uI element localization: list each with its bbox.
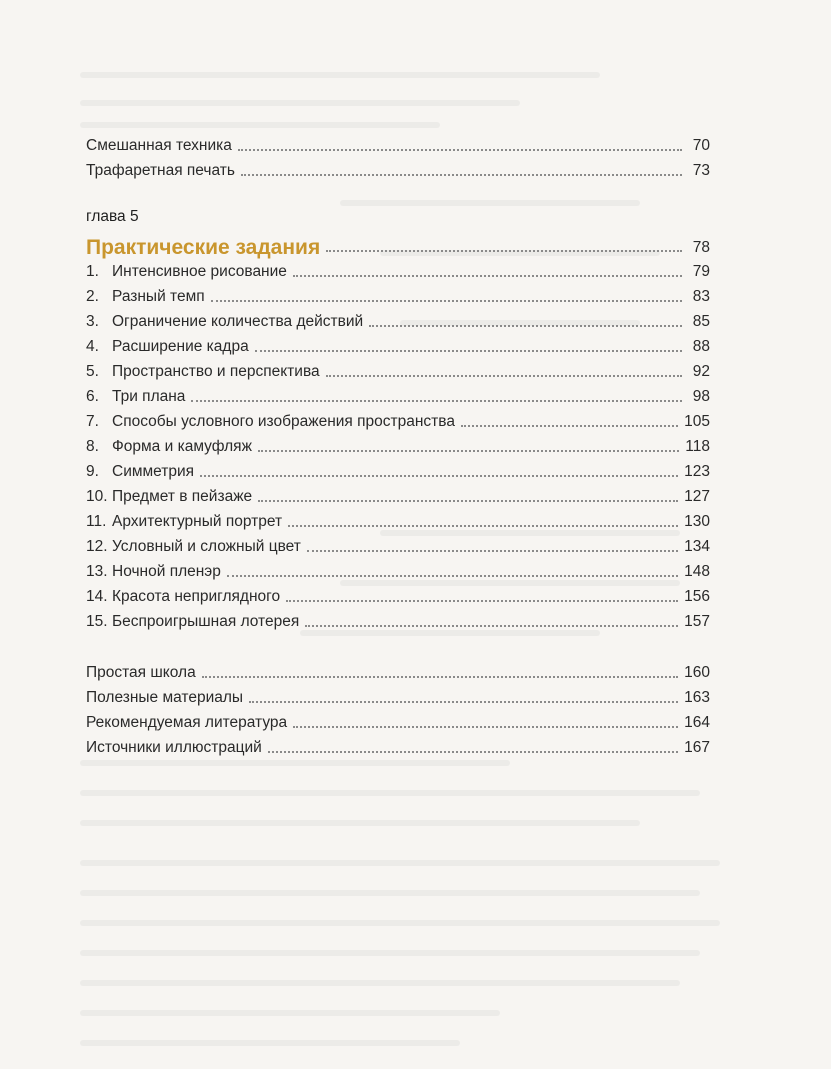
- task-page: 127: [684, 488, 710, 505]
- task-page: 130: [684, 513, 710, 530]
- appendix-entry[interactable]: [86, 684, 710, 708]
- task-page: 85: [692, 313, 710, 330]
- task-entry[interactable]: [86, 258, 710, 282]
- task-entry[interactable]: [86, 508, 710, 532]
- dot-leader: [255, 350, 682, 352]
- appendix-page: 164: [684, 714, 710, 731]
- toc-entry[interactable]: [86, 132, 710, 156]
- dot-leader: [369, 325, 682, 327]
- task-page: 157: [684, 613, 710, 630]
- toc-entry-title: Трафаретная печать: [86, 162, 235, 179]
- dot-leader: [307, 550, 678, 552]
- task-entry[interactable]: [86, 433, 710, 457]
- task-entry[interactable]: [86, 408, 710, 432]
- task-title: Три плана: [112, 388, 186, 405]
- appendix-title: Рекомендуемая литература: [86, 714, 288, 731]
- task-title: Расширение кадра: [112, 338, 249, 355]
- task-number: 4.: [86, 338, 99, 355]
- show-through-line: [80, 890, 700, 896]
- show-through-line: [80, 1010, 500, 1016]
- task-page: 156: [684, 588, 710, 605]
- dot-leader: [305, 625, 678, 627]
- task-page: 98: [692, 388, 710, 405]
- dot-leader: [258, 450, 679, 452]
- appendix-page: 160: [684, 664, 710, 681]
- dot-leader: [191, 400, 682, 402]
- appendix-title: Источники иллюстраций: [86, 739, 262, 756]
- dot-leader: [202, 676, 678, 678]
- show-through-line: [340, 200, 640, 206]
- task-entry[interactable]: [86, 383, 710, 407]
- dot-leader: [293, 726, 678, 728]
- task-title: Архитектурный портрет: [112, 513, 283, 530]
- task-page: 83: [692, 288, 710, 305]
- dot-leader: [258, 500, 678, 502]
- task-number: 1.: [86, 263, 99, 280]
- appendix-page: 163: [684, 689, 710, 706]
- task-page: 88: [692, 338, 710, 355]
- dot-leader: [326, 375, 682, 377]
- appendix-title: Простая школа: [86, 664, 196, 681]
- dot-leader: [200, 475, 678, 477]
- dot-leader: [238, 149, 682, 151]
- task-page: 79: [692, 263, 710, 280]
- task-entry[interactable]: [86, 458, 710, 482]
- show-through-line: [80, 820, 640, 826]
- task-entry[interactable]: [86, 283, 710, 307]
- show-through-line: [80, 920, 720, 926]
- task-title: Условный и сложный цвет: [112, 538, 301, 555]
- dot-leader: [286, 600, 678, 602]
- appendix-page: 167: [684, 739, 710, 756]
- task-title: Ночной пленэр: [112, 563, 221, 580]
- task-title: Форма и камуфляж: [112, 438, 252, 455]
- task-entry[interactable]: [86, 308, 710, 332]
- task-title: Предмет в пейзаже: [112, 488, 253, 505]
- task-entry[interactable]: [86, 333, 710, 357]
- show-through-line: [80, 950, 700, 956]
- dot-leader: [211, 300, 682, 302]
- task-title: Пространство и перспектива: [112, 363, 320, 380]
- appendix-entry[interactable]: [86, 709, 710, 733]
- task-entry[interactable]: [86, 358, 710, 382]
- task-number: 5.: [86, 363, 99, 380]
- show-through-line: [80, 860, 720, 866]
- task-number: 10.: [86, 488, 108, 505]
- task-page: 134: [684, 538, 710, 555]
- dot-leader: [288, 525, 678, 527]
- task-entry[interactable]: [86, 558, 710, 582]
- appendix-entry[interactable]: [86, 734, 710, 758]
- chapter-title: Практические задания: [86, 236, 321, 259]
- show-through-line: [80, 100, 520, 106]
- dot-leader: [249, 701, 678, 703]
- task-page: 123: [684, 463, 710, 480]
- task-page: 148: [684, 563, 710, 580]
- dot-leader: [461, 425, 678, 427]
- task-number: 14.: [86, 588, 108, 605]
- dot-leader: [293, 275, 682, 277]
- toc-entry-page: 70: [692, 137, 710, 154]
- task-entry[interactable]: [86, 583, 710, 607]
- task-title: Беспроигрышная лотерея: [112, 613, 300, 630]
- task-title: Способы условного изображения пространства: [112, 413, 455, 430]
- task-number: 8.: [86, 438, 99, 455]
- toc-entry[interactable]: [86, 157, 710, 181]
- task-title: Симметрия: [112, 463, 195, 480]
- task-number: 2.: [86, 288, 99, 305]
- dot-leader: [227, 575, 678, 577]
- chapter-label: глава 5: [86, 208, 139, 225]
- task-number: 9.: [86, 463, 99, 480]
- task-page: 92: [692, 363, 710, 380]
- task-entry[interactable]: [86, 483, 710, 507]
- task-number: 6.: [86, 388, 99, 405]
- task-title: Интенсивное рисование: [112, 263, 287, 280]
- show-through-line: [80, 980, 680, 986]
- show-through-line: [80, 122, 440, 128]
- chapter-title-entry[interactable]: [86, 232, 710, 258]
- task-title: Красота неприглядного: [112, 588, 281, 605]
- toc-entry-page: 73: [692, 162, 710, 179]
- task-number: 12.: [86, 538, 108, 555]
- task-entry[interactable]: [86, 533, 710, 557]
- chapter-page: 78: [692, 239, 710, 256]
- task-number: 3.: [86, 313, 99, 330]
- show-through-line: [80, 790, 700, 796]
- dot-leader: [326, 250, 682, 252]
- show-through-line: [80, 760, 510, 766]
- dot-leader: [268, 751, 678, 753]
- appendix-entry[interactable]: [86, 659, 710, 683]
- task-title: Ограничение количества действий: [112, 313, 364, 330]
- task-number: 7.: [86, 413, 99, 430]
- task-page: 105: [684, 413, 710, 430]
- toc-entry-title: Смешанная техника: [86, 137, 232, 154]
- task-title: Разный темп: [112, 288, 205, 305]
- task-page: 118: [685, 438, 710, 455]
- show-through-line: [80, 1040, 460, 1046]
- dot-leader: [241, 174, 682, 176]
- task-number: 15.: [86, 613, 108, 630]
- task-entry[interactable]: [86, 608, 710, 632]
- task-number: 11.: [86, 513, 107, 530]
- task-number: 13.: [86, 563, 108, 580]
- appendix-title: Полезные материалы: [86, 689, 244, 706]
- show-through-line: [80, 72, 600, 78]
